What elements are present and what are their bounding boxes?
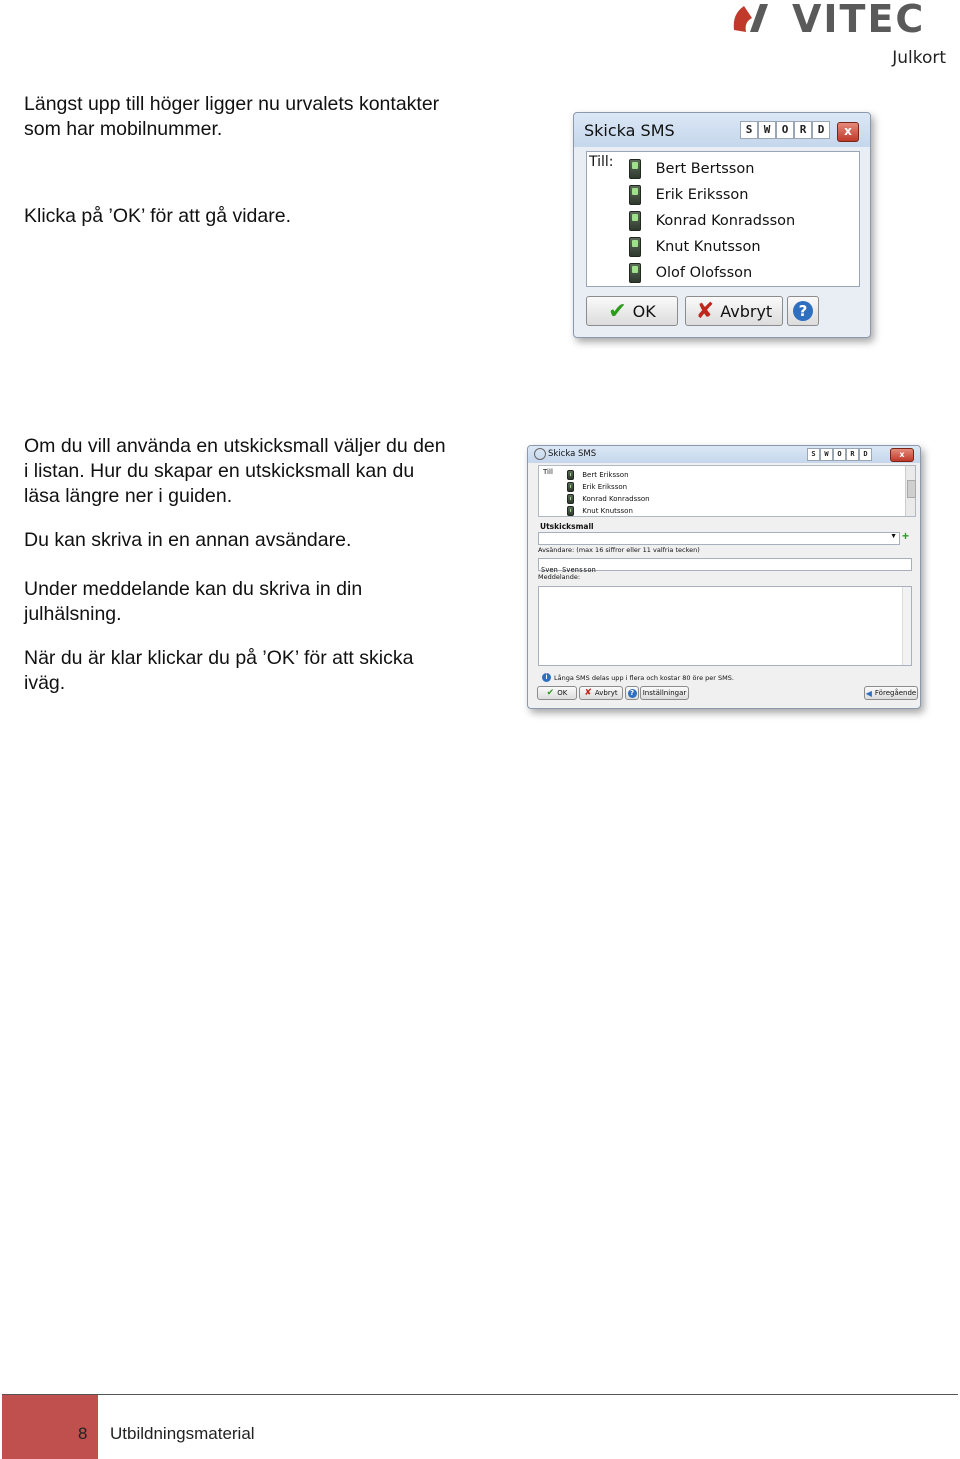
previous-label: Föregående xyxy=(874,689,917,697)
footer-divider xyxy=(2,1394,958,1395)
mobile-phone-icon xyxy=(629,185,641,205)
mobile-phone-icon xyxy=(567,494,574,504)
add-icon[interactable]: + xyxy=(902,529,910,543)
cancel-label: Avbryt xyxy=(720,301,773,321)
recipient-scrollbar[interactable] xyxy=(905,466,915,516)
checkmark-icon: ✔ xyxy=(546,688,555,698)
settings-label: Inställningar xyxy=(642,689,687,697)
sword-letter: R xyxy=(846,448,859,461)
ok-button[interactable] xyxy=(537,686,577,700)
paragraph-send-2: iväg. xyxy=(24,672,66,694)
dialog-titlebar xyxy=(574,113,870,147)
sword-letter: W xyxy=(758,121,776,139)
cross-icon: ✘ xyxy=(695,298,715,324)
template-select[interactable] xyxy=(538,532,900,545)
to-label: Till: xyxy=(589,154,614,170)
sword-letter: D xyxy=(812,121,830,139)
vitec-logo-text: VITEC xyxy=(792,0,926,40)
help-icon: ? xyxy=(793,301,813,321)
recipient-list xyxy=(538,465,916,517)
app-icon xyxy=(534,448,546,460)
recipient-name: Bert Bertsson xyxy=(655,161,755,177)
list-item[interactable] xyxy=(567,493,650,505)
sword-letter: S xyxy=(740,121,758,139)
help-button[interactable] xyxy=(625,686,639,700)
cross-icon: ✘ xyxy=(584,688,592,698)
mobile-phone-icon xyxy=(629,159,641,179)
paragraph-intro-1: Längst upp till höger ligger nu urvalets kontakter xyxy=(24,93,440,115)
settings-button[interactable] xyxy=(640,686,689,700)
recipient-name: Erik Eriksson xyxy=(582,483,628,491)
sender-label: Avsändare: (max 16 siffror eller 11 valfria tecken) xyxy=(538,546,700,554)
message-textarea[interactable] xyxy=(538,586,912,666)
cancel-button[interactable] xyxy=(579,686,623,700)
recipient-list xyxy=(586,151,860,287)
help-button[interactable] xyxy=(787,296,819,326)
list-item[interactable] xyxy=(567,505,650,517)
template-label: Utskicksmall xyxy=(540,522,594,531)
list-item[interactable] xyxy=(567,469,650,481)
scrollbar-thumb[interactable] xyxy=(907,480,916,498)
paragraph-template-3: läsa längre ner i guiden. xyxy=(24,485,233,507)
info-icon: i xyxy=(542,673,551,682)
info-text: Långa SMS delas upp i flera och kostar 80 öre per SMS. xyxy=(554,674,734,682)
list-item[interactable] xyxy=(629,260,795,286)
arrow-left-icon: ◀ xyxy=(865,688,872,698)
footer-label: Utbildningsmaterial xyxy=(110,1424,255,1443)
recipient-name: Bert Eriksson xyxy=(582,471,629,479)
cancel-button[interactable] xyxy=(685,296,783,326)
recipient-name: Erik Eriksson xyxy=(655,187,749,203)
vitec-logo xyxy=(730,0,950,40)
sword-letter: S xyxy=(807,448,820,461)
checkmark-icon: ✔ xyxy=(608,298,627,324)
sword-letter: R xyxy=(794,121,812,139)
sender-input[interactable] xyxy=(538,558,912,574)
previous-button[interactable] xyxy=(864,686,918,700)
chevron-down-icon: ▼ xyxy=(890,533,897,540)
recipient-name: Knut Knutsson xyxy=(655,239,761,255)
sword-letter: O xyxy=(776,121,794,139)
paragraph-template-2: i listan. Hur du skapar en utskicksmall kan du xyxy=(24,460,415,482)
help-icon: ? xyxy=(628,689,637,698)
sword-logo xyxy=(740,121,830,139)
close-button[interactable]: x xyxy=(890,448,914,462)
recipient-name: Konrad Konradsson xyxy=(655,213,796,229)
dialog-title: Skicka SMS xyxy=(584,121,675,140)
ok-button[interactable] xyxy=(586,296,678,326)
list-item[interactable] xyxy=(567,481,650,493)
recipient-name: Olof Olofsson xyxy=(655,265,753,281)
recipient-name: Knut Knutsson xyxy=(582,507,633,515)
mobile-phone-icon xyxy=(629,263,641,283)
paragraph-intro-2: som har mobilnummer. xyxy=(24,118,223,140)
sms-dialog-small xyxy=(573,112,871,338)
recipient-name: Konrad Konradsson xyxy=(582,495,650,503)
mobile-phone-icon xyxy=(629,237,641,257)
dialog-title: Skicka SMS xyxy=(548,449,597,459)
paragraph-message-2: julhälsning. xyxy=(24,603,122,625)
to-label: Till xyxy=(543,468,553,476)
close-button[interactable]: x xyxy=(837,122,859,142)
list-item[interactable] xyxy=(629,234,795,260)
mobile-phone-icon xyxy=(567,470,574,480)
mobile-phone-icon xyxy=(567,506,574,516)
sword-letter: W xyxy=(820,448,833,461)
mobile-phone-icon xyxy=(629,211,641,231)
paragraph-template-1: Om du vill använda en utskicksmall väljer du den xyxy=(24,435,446,457)
list-item[interactable] xyxy=(629,156,795,182)
paragraph-message-1: Under meddelande kan du skriva in din xyxy=(24,578,363,600)
page-number: 8 xyxy=(78,1424,88,1443)
list-item[interactable] xyxy=(629,182,795,208)
dialog-titlebar xyxy=(528,446,920,463)
list-item[interactable] xyxy=(629,208,795,234)
message-label: Meddelande: xyxy=(538,573,581,581)
sender-value: Sven Svensson xyxy=(541,566,596,574)
paragraph-sender: Du kan skriva in en annan avsändare. xyxy=(24,529,352,551)
ok-label: OK xyxy=(632,301,656,321)
sword-letter: D xyxy=(859,448,872,461)
mobile-phone-icon xyxy=(567,482,574,492)
paragraph-click-ok: Klicka på ’OK’ för att gå vidare. xyxy=(24,205,291,227)
ok-label: OK xyxy=(557,689,568,697)
sms-dialog-full xyxy=(527,445,921,709)
sword-letter: O xyxy=(833,448,846,461)
message-scrollbar[interactable] xyxy=(902,587,911,665)
cancel-label: Avbryt xyxy=(594,689,618,697)
paragraph-send-1: När du är klar klickar du på ’OK’ för att skicka xyxy=(24,647,414,669)
header-section-label: Julkort xyxy=(892,48,946,68)
sword-logo xyxy=(807,448,872,461)
